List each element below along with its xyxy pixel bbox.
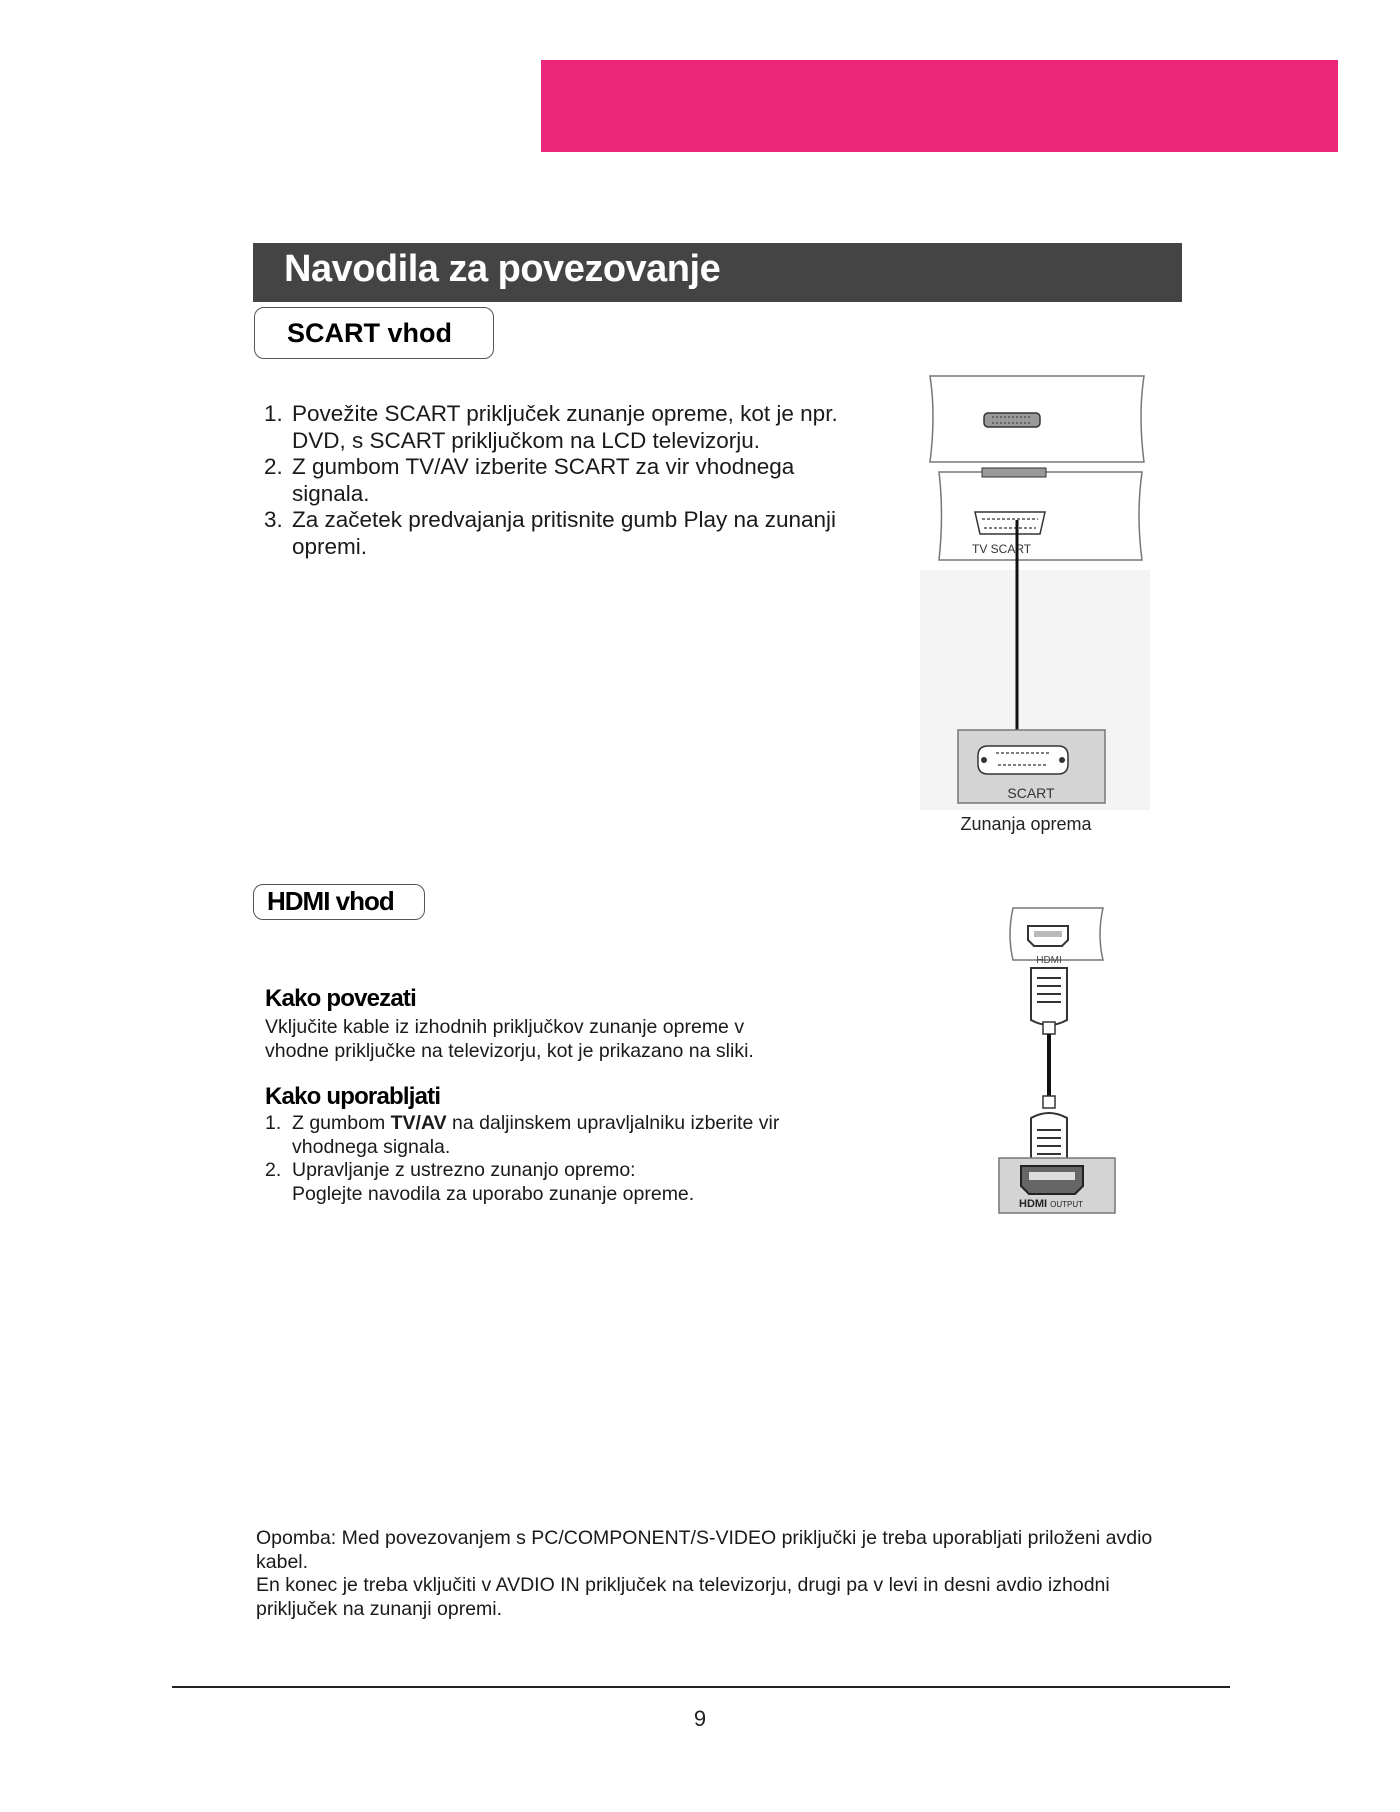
step-text: Z gumbom TV/AV na daljinskem upravljalniku izberite vir vhodnega signala. xyxy=(292,1112,780,1158)
list-item xyxy=(264,401,844,454)
list-item xyxy=(264,454,844,507)
how-to-use-steps xyxy=(265,1112,805,1206)
list-item xyxy=(264,507,844,560)
step-text: Z gumbom TV/AV izberite SCART za vir vhodnega signala. xyxy=(292,454,795,506)
hdmi-section-heading: HDMI vhod xyxy=(253,884,425,920)
list-item xyxy=(265,1159,805,1206)
step-number: 3. xyxy=(264,507,283,532)
note-line-1: Opomba: Med povezovanjem s PC/COMPONENT/S-VIDEO priključki je treba uporabljati priloženi avdio kabel. xyxy=(256,1527,1153,1573)
step-text: Za začetek predvajanja pritisnite gumb Play na zunanji opremi. xyxy=(292,507,837,559)
device-scart-label: SCART xyxy=(1007,785,1055,801)
scart-steps-list xyxy=(264,401,844,560)
step-text: Povežite SCART priključek zunanje opreme, kot je npr. DVD, s SCART priključkom na LCD televizorju. xyxy=(292,401,838,453)
header-banner xyxy=(541,60,1338,152)
note-paragraph xyxy=(256,1527,1156,1621)
tv-av-button-label: TV/AV xyxy=(390,1112,447,1134)
scart-connection-diagram xyxy=(920,370,1150,810)
hdmi-connection-diagram xyxy=(985,900,1125,1215)
scart-plug-icon xyxy=(982,468,1046,477)
step-number: 1. xyxy=(265,1112,282,1134)
tv-scart-port-icon xyxy=(975,512,1045,534)
step-text: Upravljanje z ustrezno zunanjo opremo: Poglejte navodila za uporabo zunanje opreme. xyxy=(292,1159,695,1205)
device-scart-port-icon xyxy=(978,746,1068,774)
scart-section-heading: SCART vhod xyxy=(254,307,494,359)
step-number: 2. xyxy=(264,454,283,479)
external-device-caption: Zunanja oprema xyxy=(960,814,1092,834)
list-item xyxy=(265,1112,805,1159)
device-hdmi-label: HDMI OUTPUT xyxy=(1019,1198,1083,1210)
how-to-connect-text: Vključite kable iz izhodnih priključkov zunanje opreme v vhodne priključke na televizorju, kot je prikazano na sliki. xyxy=(265,1016,754,1062)
tv-hdmi-label: HDMI xyxy=(1036,955,1062,966)
tv-scart-label: TV SCART xyxy=(972,542,1032,556)
page-title: Navodila za povezovanje xyxy=(284,248,721,290)
how-to-use-heading: Kako uporabljati xyxy=(265,1083,441,1110)
note-line-2: En konec je treba vključiti v AVDIO IN priključek na televizorju, drugi pa v levi in desni avdio izhodni priključek na zunanji opremi. xyxy=(256,1574,1110,1620)
footer-divider xyxy=(172,1686,1230,1688)
page-number: 9 xyxy=(693,1706,707,1731)
how-to-connect-heading: Kako povezati xyxy=(265,985,416,1012)
step-number: 2. xyxy=(265,1159,282,1181)
step-number: 1. xyxy=(264,401,283,426)
scart-port-icon xyxy=(984,413,1040,427)
hdmi-plug-top-icon xyxy=(1031,968,1067,1025)
